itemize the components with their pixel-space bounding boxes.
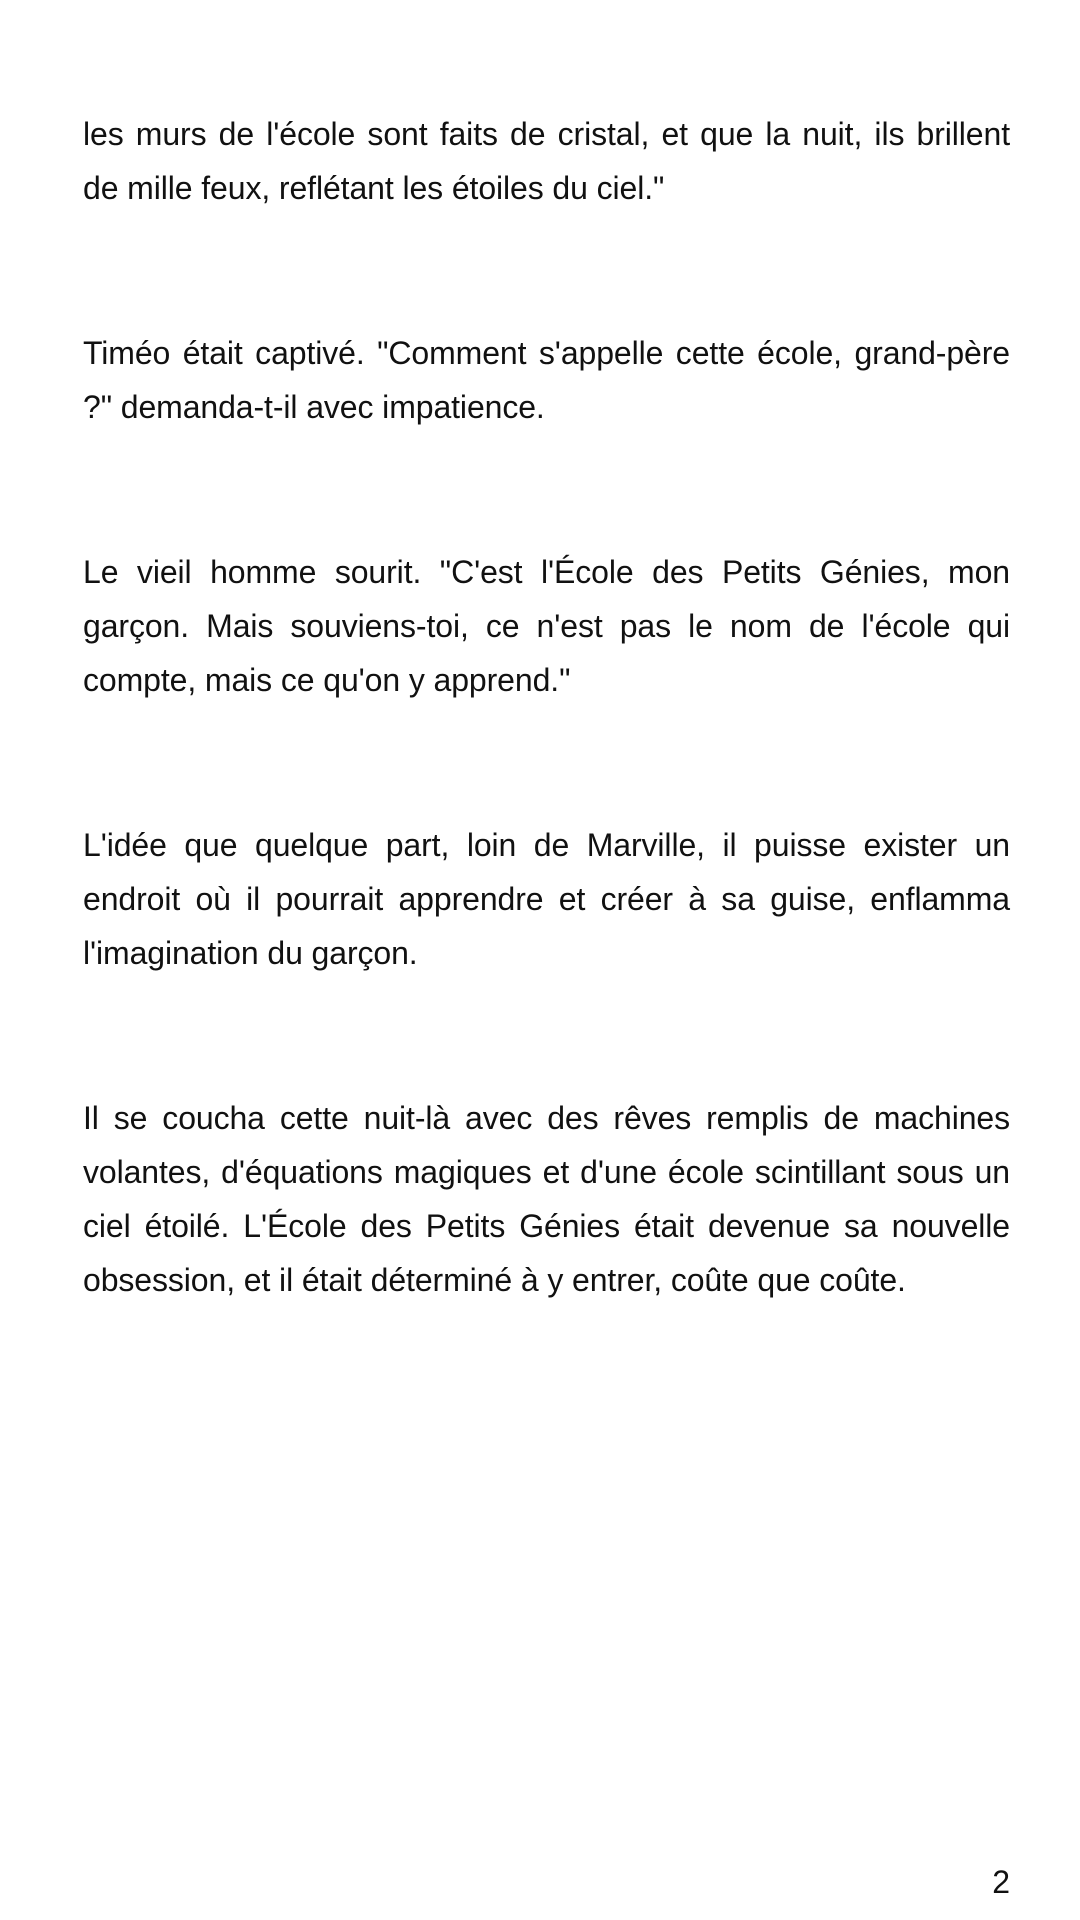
page-number: 2 [992,1864,1010,1900]
paragraph-1: les murs de l'école sont faits de cristal, et que la nuit, ils brillent de mille feux, reflétant les étoiles du ciel." [83,116,1010,206]
paragraph-3: Le vieil homme sourit. "C'est l'École des Petits Génies, mon garçon. Mais souviens-toi, ce n'est pas le nom de l'école qui compte, mais ce qu'on y apprend." [83,554,1010,698]
paragraph-4: L'idée que quelque part, loin de Marville, il puisse exister un endroit où il pourrait apprendre et créer à sa guise, enflamma l'imagination du garçon. [83,827,1010,971]
paragraph-2: Timéo était captivé. "Comment s'appelle cette école, grand-père ?" demanda-t-il avec impatience. [83,335,1010,425]
paragraph-5: Il se coucha cette nuit-là avec des rêves remplis de machines volantes, d'équations magiques et d'une école scintillant sous un ciel étoilé. L'École des Petits Génies était devenue sa nouvelle obsession, et il était déterminé à y entrer, coûte que coûte. [83,1100,1010,1298]
body-text [83,107,1010,1307]
